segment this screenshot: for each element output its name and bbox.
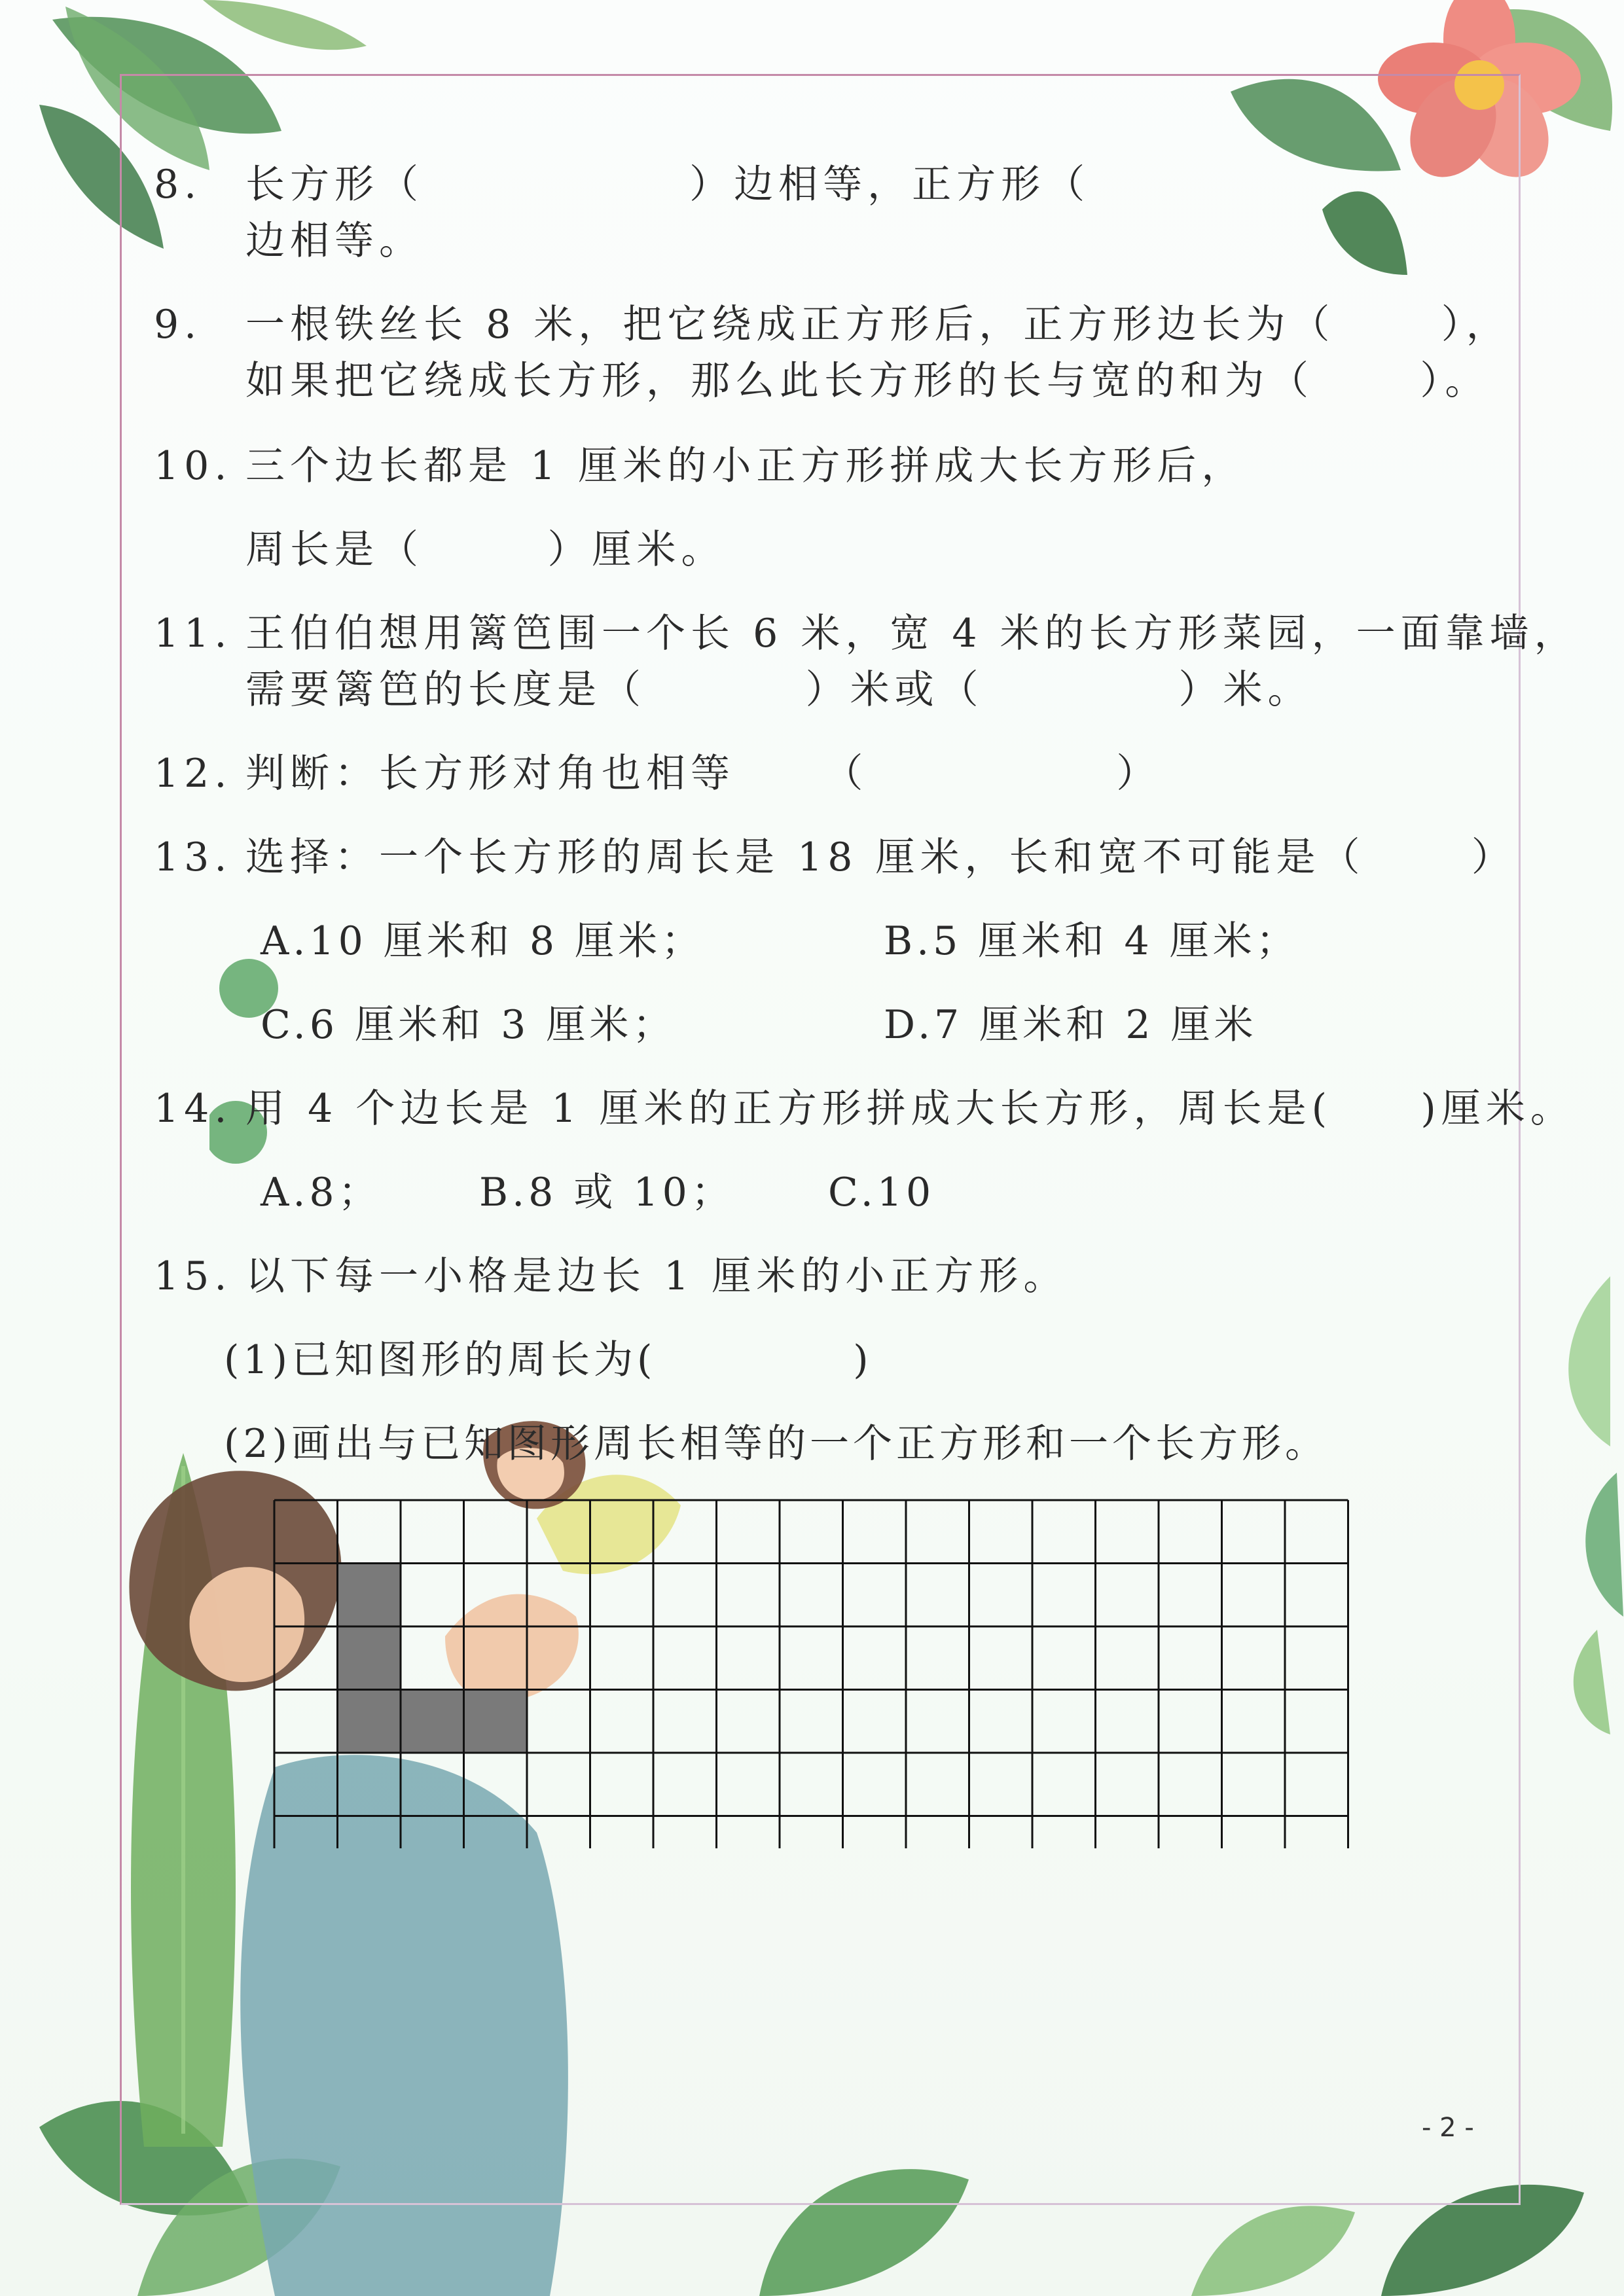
question-text: 判断：长方形对角也相等 （ ） xyxy=(245,751,1161,797)
question-text: 如果把它绕成长方形，那么此长方形的长与宽的和为（ ）。 xyxy=(245,358,1490,404)
question-number: 9. xyxy=(154,302,202,348)
filled-cell xyxy=(401,1690,464,1753)
question-number: 12. xyxy=(154,751,232,797)
question-text: 王伯伯想用篱笆围一个长 6 米，宽 4 米的长方形菜园，一面靠墙， xyxy=(245,611,1579,656)
filled-cell xyxy=(338,1564,401,1627)
question-text: 需要篱笆的长度是（ ）米或（ ）米。 xyxy=(245,667,1312,713)
question-number: 13. xyxy=(154,834,232,880)
filled-cell xyxy=(464,1690,528,1753)
question-number: 14. xyxy=(154,1086,232,1132)
page-number: - 2 - xyxy=(1422,2113,1474,2143)
option-c: C.10 xyxy=(828,1170,935,1215)
question-text: 三个边长都是 1 厘米的小正方形拼成大长方形后， xyxy=(245,443,1246,489)
question-text: 用 4 个边长是 1 厘米的正方形拼成大长方形，周长是( )厘米。 xyxy=(245,1086,1575,1132)
question-text: 以下每一小格是边长 1 厘米的小正方形。 xyxy=(245,1253,1068,1299)
option-d: D.7 厘米和 2 厘米 xyxy=(884,1002,1257,1048)
question-text: 长方形（ ）边相等，正方形（ xyxy=(245,162,1091,207)
option-a: A.8； xyxy=(261,1170,382,1215)
option-b: B.8 或 10； xyxy=(479,1170,734,1215)
question-text: 周长是（ ）厘米。 xyxy=(245,527,726,573)
filled-cell xyxy=(338,1626,401,1690)
question-text: 边相等。 xyxy=(245,218,424,264)
question-number: 10. xyxy=(154,443,232,489)
grid-canvas[interactable] xyxy=(273,1499,1353,1848)
option-b: B.5 厘米和 4 厘米； xyxy=(884,918,1299,964)
question-number: 15. xyxy=(154,1253,232,1299)
question-number: 8. xyxy=(154,162,202,207)
option-c: C.6 厘米和 3 厘米； xyxy=(261,1002,676,1048)
question-number: 11. xyxy=(154,611,232,656)
question-text: 一根铁丝长 8 米，把它绕成正方形后，正方形边长为（ ）， xyxy=(245,302,1511,348)
square-grid xyxy=(273,1499,1353,1851)
option-a: A.10 厘米和 8 厘米； xyxy=(261,918,705,964)
question-text: 选择：一个长方形的周长是 18 厘米，长和宽不可能是（ ） xyxy=(245,834,1516,880)
filled-cell xyxy=(338,1690,401,1753)
sub-question-1: (1)已知图形的周长为( ) xyxy=(224,1337,873,1383)
sub-question-2: (2)画出与已知图形周长相等的一个正方形和一个长方形。 xyxy=(224,1421,1328,1467)
